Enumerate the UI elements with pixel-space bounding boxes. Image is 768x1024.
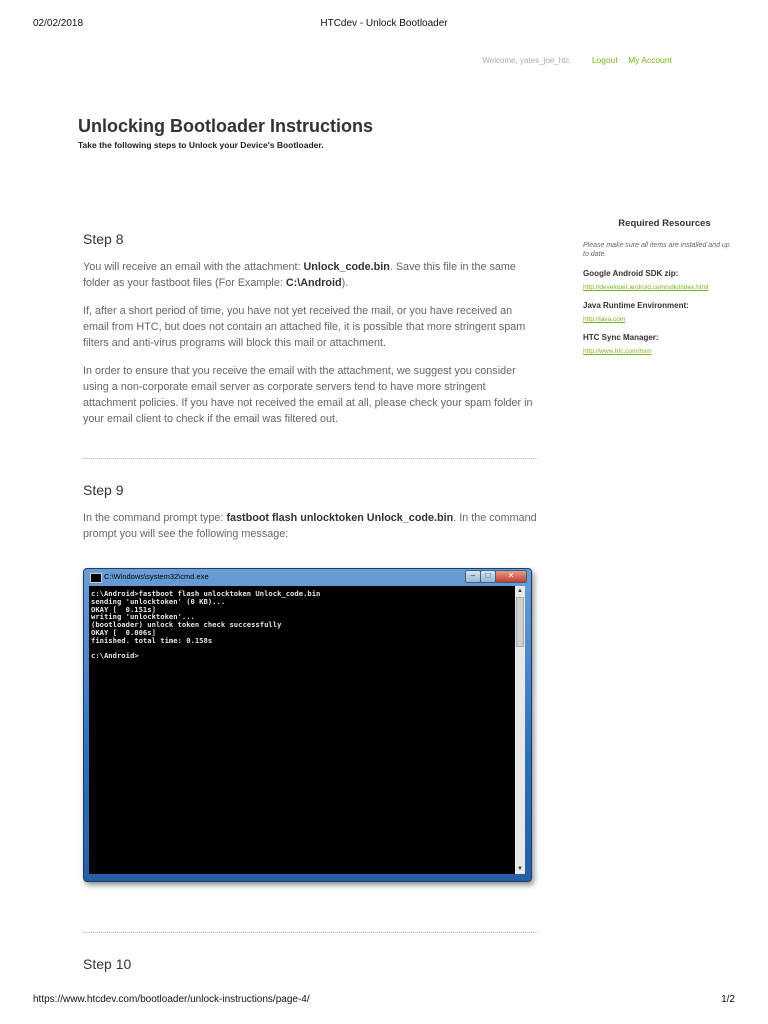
minimize-icon: – <box>465 570 481 583</box>
print-date: 02/02/2018 <box>33 18 84 29</box>
step-8-paragraph-1 <box>83 259 538 291</box>
step-8-paragraph-3: In order to ensure that you receive the email with the attachment, we suggest you consider using a non-corporate email server as corporate servers tend to have more stringent attachment policies. If you have not received the email at all, please check your spam folder in your email client to check if the email was filtered out. <box>83 365 533 425</box>
resource-link-java[interactable]: http://java.com <box>583 316 626 323</box>
page-title: Unlocking Bootloader Instructions <box>78 116 374 136</box>
cmd-scrollbar <box>515 586 525 874</box>
section-divider <box>83 458 538 459</box>
cmd-console <box>89 586 515 874</box>
text: ). <box>341 277 349 289</box>
text: . Save this file in the same folder as your fastboot files (For Example: <box>83 261 516 289</box>
step-8-heading: Step 8 <box>83 231 124 247</box>
text: . In the command prompt you will see the following message: <box>83 512 537 540</box>
step-8-paragraph-2: If, after a short period of time, you have not yet received the mail, or you have received an email from HTC, but does not contain an attached file, it is possible that more stringent spam filters and anti-virus programs will block this mail or attachment. <box>83 305 526 349</box>
text: You will receive an email with the attachment: <box>83 261 304 273</box>
folder-path-text: C:\Android <box>285 277 342 289</box>
resource-link-htc-sync[interactable]: http://www.htc.com/hsm <box>583 348 652 355</box>
user-bar <box>482 55 672 65</box>
resource-label-htc-sync: HTC Sync Manager: <box>583 333 659 342</box>
step-9-paragraph <box>83 510 538 542</box>
resource-link-sdk[interactable]: http://developer.android.com/sdk/index.html <box>583 284 709 291</box>
section-divider <box>83 932 538 933</box>
my-account-link[interactable]: My Account <box>628 55 672 65</box>
sidebar-note: Please make sure all items are installed and up to date. <box>583 242 730 258</box>
maximize-icon: □ <box>480 570 496 583</box>
scroll-down-icon: ▼ <box>517 866 523 872</box>
filename-text: Unlock_code.bin <box>303 261 390 273</box>
cmd-icon <box>90 573 102 583</box>
step-9-heading: Step 9 <box>83 482 124 498</box>
step-10-heading: Step 10 <box>83 956 132 972</box>
cmd-titlebar <box>84 569 531 585</box>
print-page-number: 1/2 <box>721 994 735 1005</box>
scroll-up-icon: ▲ <box>517 588 523 594</box>
logout-link[interactable]: Logout <box>591 55 618 65</box>
print-url: https://www.htcdev.com/bootloader/unlock-instructions/page-4/ <box>33 994 310 1005</box>
close-icon: ✕ <box>495 570 527 583</box>
resource-label-sdk: Google Android SDK zip: <box>583 269 679 278</box>
scroll-thumb <box>516 597 524 647</box>
resource-label-java: Java Runtime Environment: <box>583 301 689 310</box>
cmd-output: c:\Android>fastboot flash unlocktoken Unlock_code.bin sending 'unlocktoken' (0 KB)... OKAY [ 0.151s] writing 'unlocktoken'... (bootloader) unlock token check successfully OKAY [ 0.006s] finished. total time: 0.158s c:\Android> <box>91 589 321 661</box>
cmd-title: C:\Windows\system32\cmd.exe <box>104 572 209 581</box>
page-subtitle: Take the following steps to Unlock your Device's Bootloader. <box>78 140 324 150</box>
text: In the command prompt type: <box>83 512 227 524</box>
welcome-text: Welcome, yates_joe_htc. <box>482 56 572 65</box>
print-title: HTCdev - Unlock Bootloader <box>320 18 448 29</box>
command-text: fastboot flash unlocktoken Unlock_code.bin <box>226 512 454 524</box>
sidebar-heading: Required Resources <box>618 218 711 229</box>
required-resources-sidebar <box>583 218 756 365</box>
cmd-window-screenshot <box>83 568 532 882</box>
